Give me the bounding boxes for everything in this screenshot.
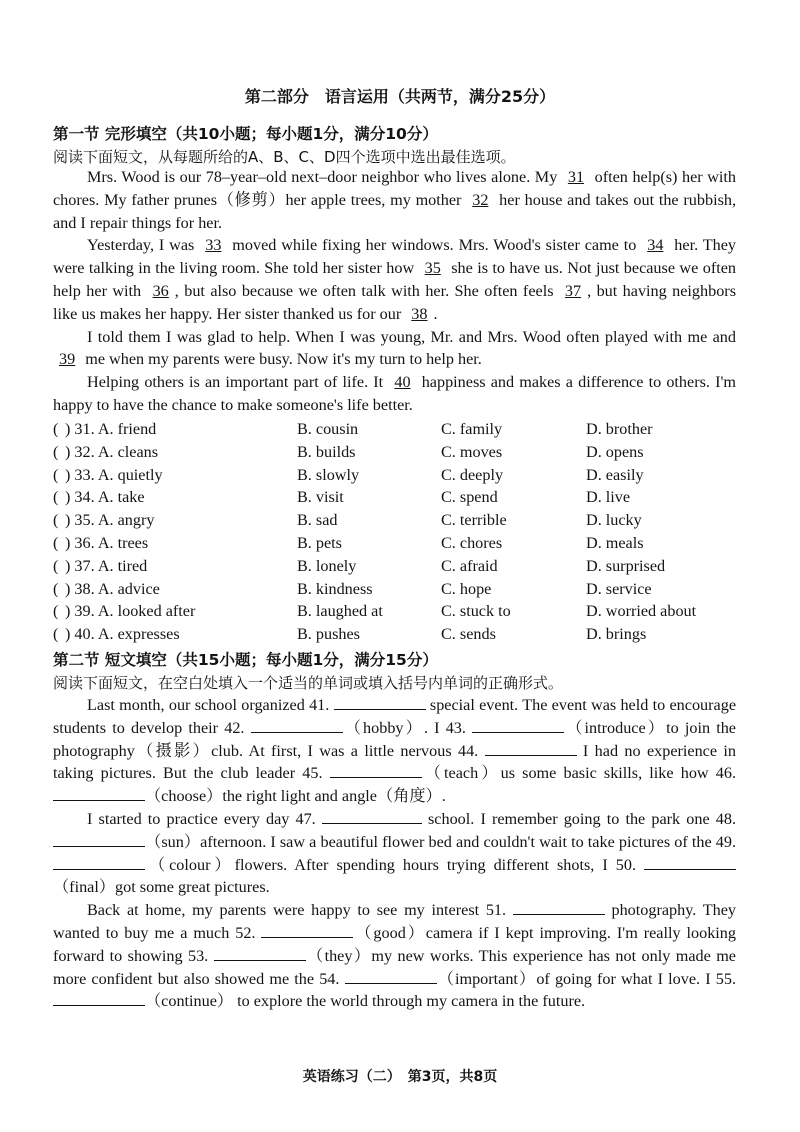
- blank-32: 32: [472, 190, 489, 209]
- blank-55: [53, 991, 145, 1006]
- cloze-passage: [53, 166, 736, 417]
- section1-heading: 第一节 完形填空（共10小题；每小题1分，满分10分）: [53, 125, 438, 143]
- blank-50: [644, 855, 736, 870]
- part-title: 第二部分 语言运用（共两节，满分25分）: [244, 87, 556, 106]
- blank-37: 37: [564, 281, 582, 300]
- cloze-paragraph-2: Yesterday, I was 33 moved while fixing her windows. Mrs. Wood's sister came to 34 her. They were talking in the living room. She told her sister how 35 she is to have us. Not just because we often help her with 36 , but also because we often talk with her. She often feels 37 , but having neighbors like us makes her happy. Her sister thanked us for our 38 .: [53, 236, 736, 323]
- page-footer: 英语练习（二） 第3页，共8页: [302, 1069, 498, 1085]
- cloze-paragraph-4: Helping others is an important part of life. It 40 happiness and makes a difference to others. I'm happy to have the chance to make someone's life better.: [53, 373, 736, 414]
- blank-53: [214, 946, 306, 961]
- cloze-paragraph-3: I told them I was glad to help. When I was young, Mr. and Mrs. Wood often played with me and 39 me when my parents were busy. Now it's my turn to help her.: [53, 326, 736, 372]
- fill-paragraph-1: Last month, our school organized 41. special event. The event was held to encourage students to develop their 42. （hobby）. I 43. （introduce）to join the photography（摄影）club. At first, I was a little nervous 44. I had no experience in taking pictures. But the club leader 45. （teach）us some basic skills, like how 46. （choose）the right light and angle（角度）.: [53, 696, 736, 806]
- option-row-40: ( ) 40. A. expresses B. pushes C. sends D. brings: [53, 625, 647, 644]
- option-row-38: ( ) 38. A. advice B. kindness C. hope D. service: [53, 579, 652, 598]
- option-row-36: ( ) 36. A. trees B. pets C. chores D. meals: [53, 533, 644, 552]
- blank-44: [485, 741, 577, 756]
- blank-51: [513, 900, 605, 915]
- section2-instruction: 阅读下面短文，在空白处填入一个适当的单词或填入括号内单词的正确形式。: [53, 674, 564, 692]
- fill-in-passage: [53, 694, 736, 1013]
- fill-paragraph-2: I started to practice every day 47. school. I remember going to the park one 48. （sun）afternoon. I saw a beautiful flower bed and couldn't wait to take pictures of the 49. （colour）flowers. After spending hours trying different shots, I 50. （final）got some great pictures.: [53, 809, 737, 897]
- blank-54: [345, 969, 437, 984]
- blank-35: 35: [424, 259, 441, 278]
- blank-45: [330, 763, 422, 778]
- blank-31: 31: [567, 168, 585, 186]
- option-row-33: ( ) 33. A. quietly B. slowly C. deeply D. easily: [53, 465, 644, 484]
- option-row-35: ( ) 35. A. angry B. sad C. terrible D. lucky: [53, 511, 642, 530]
- cloze-paragraph-1: Mrs. Wood is our 78–year–old next–door neighbor who lives alone. My 31 often help(s) her with chores. My father prunes（修剪）her apple trees, my mother 32 her house and takes out the rubbish, and I repair things for her.: [53, 168, 737, 232]
- option-row-37: ( ) 37. A. tired B. lonely C. afraid D. surprised: [53, 556, 666, 575]
- blank-33: 33: [205, 236, 222, 255]
- blank-42: [251, 718, 343, 733]
- cloze-options: [53, 418, 753, 646]
- blank-36: 36: [152, 281, 169, 300]
- blank-48: [53, 832, 145, 847]
- blank-43: [472, 718, 564, 733]
- option-row-32: ( ) 32. A. cleans B. builds C. moves D. opens: [53, 442, 644, 461]
- section1-instruction: 阅读下面短文，从每题所给的A、B、C、D四个选项中选出最佳选项。: [53, 148, 516, 166]
- option-row-39: ( ) 39. A. looked after B. laughed at C. stuck to D. worried about: [53, 602, 697, 621]
- blank-34: 34: [647, 236, 664, 255]
- blank-46: [53, 786, 145, 801]
- blank-38: 38: [411, 304, 428, 323]
- section2-heading: 第二节 短文填空（共15小题；每小题1分，满分15分）: [53, 651, 438, 669]
- option-row-34: ( ) 34. A. take B. visit C. spend D. live: [53, 488, 631, 507]
- blank-39: 39: [59, 350, 76, 369]
- option-row-31: ( ) 31. A. friend B. cousin C. family D. brother: [53, 420, 653, 438]
- blank-47: [322, 809, 422, 824]
- blank-40: 40: [394, 373, 411, 392]
- blank-52: [261, 923, 353, 938]
- blank-49: [53, 855, 145, 870]
- fill-paragraph-3: Back at home, my parents were happy to see my interest 51. photography. They wanted to buy me a much 52. （good）camera if I kept improving. I'm really looking forward to showing 53. （they）my new works. This experience has not only made me more confident but also showed me the 54. （important）of going for what I love. I 55. （continue） to explore the world through my camera in the future.: [53, 901, 736, 1011]
- blank-41: [334, 695, 426, 710]
